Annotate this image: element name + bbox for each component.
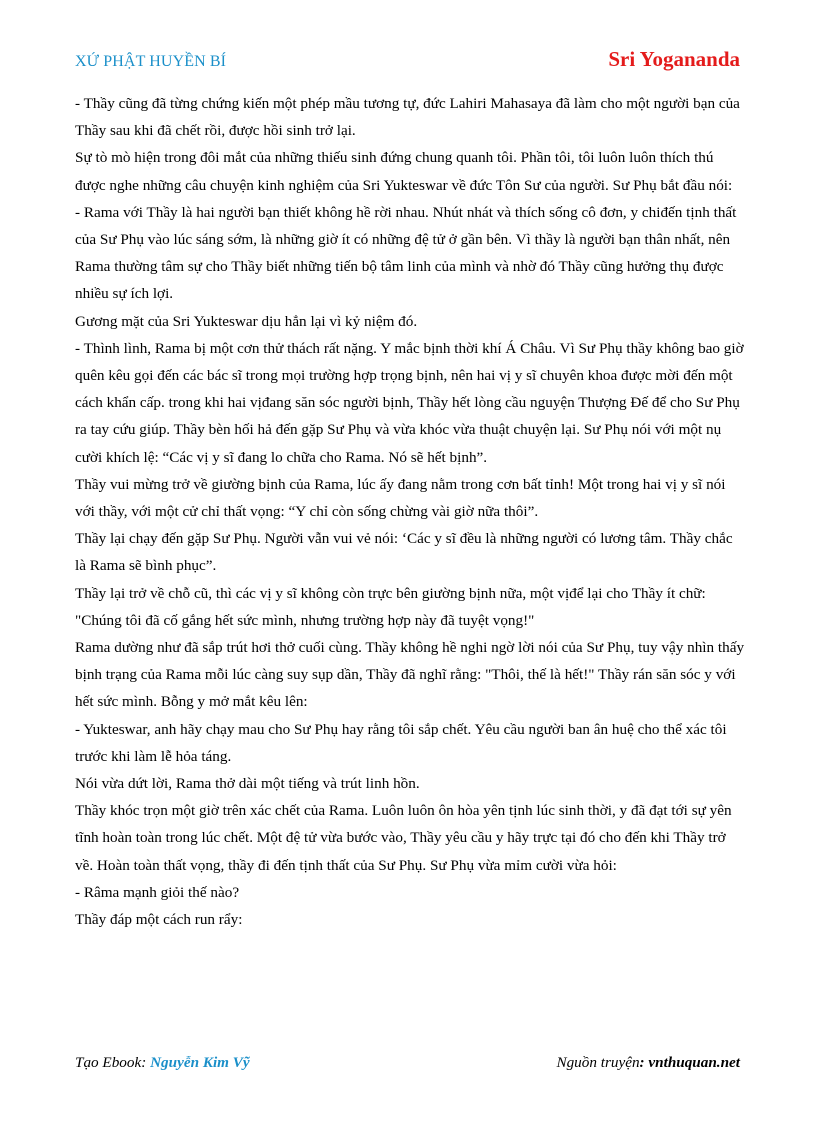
page-body [75,90,747,933]
paragraph: Thầy lại chạy đến gặp Sư Phụ. Người vẫn vui vẻ nói: ‘Các y sĩ đều là những người có lương tâm. Thầy chắc là Rama sẽ bình phục”. [75,530,733,575]
source-site: vnthuquan.net [648,1054,740,1071]
paragraph: - Thình lình, Rama bị một cơn thử thách rất nặng. Y mắc bịnh thời khí Á Châu. Vì Sư Phụ thầy không bao giờ quên kêu gọi đến các bác sĩ trong mọi trường hợp trọng bịnh, nên hai vị y sĩ chuyên khoa được mời đến một cách khẩn cấp. trong khi hai vịđang săn sóc người bịnh, Thầy hết lòng cầu nguyện Thượng Đế để cho Sư Phụ ra tay cứu giúp. Thầy bèn hối hả đến gặp Sư Phụ và vừa khóc vừa thuật chuyện lại. Sư Phụ nói với một nụ cười khích lệ: “Các vị y sĩ đang lo chữa cho Rama. Nó sẽ hết bịnh”. [75,339,744,466]
ebook-credit [75,1054,250,1072]
paragraph: - Râma mạnh giỏi thế nào? [75,883,240,901]
paragraph: Gương mặt của Sri Yukteswar dịu hẳn lại vì kỷ niệm đó. [75,312,418,330]
paragraph: Thầy khóc trọn một giờ trên xác chết của Rama. Luôn luôn ôn hòa yên tịnh lúc sinh thời, y đã đạt tới sự yên tĩnh hoàn toàn trong lúc chết. Một đệ tử vừa bước vào, Thầy yêu cầu y hãy trực tại đó cho đến khi Thầy trở về. Hoàn toàn thất vọng, thầy đi đến tịnh thất của Sư Phụ. Sư Phụ vừa mỉm cười vừa hỏi: [75,802,732,874]
ebook-separator: : [141,1054,151,1071]
paragraph: - Yukteswar, anh hãy chạy mau cho Sư Phụ hay rằng tôi sắp chết. Yêu cầu người ban ân huệ cho thể xác tôi trước khi làm lễ hỏa táng. [75,720,727,765]
paragraph: - Thầy cũng đã từng chứng kiến một phép mầu tương tự, đức Lahiri Mahasaya đã làm cho một người bạn của Thầy sau khi đã chết rồi, được hồi sinh trở lại. [75,95,740,140]
paragraph: Nói vừa dứt lời, Rama thở dài một tiếng và trút linh hồn. [75,775,420,793]
paragraph: - Rama với Thầy là hai người bạn thiết không hề rời nhau. Nhút nhát và thích sống cô đơn, y chiđến tịnh thất của Sư Phụ vào lúc sáng sớm, là những giờ ít có những đệ tử ở gần bên. Vì thầy là người bạn thân nhất, nên Rama thường tâm sự cho Thầy biết những tiến bộ tâm linh của mình và nhờ đó Thầy cũng hưởng thụ được nhiều sự ích lợi. [75,203,737,303]
book-title: XỨ PHẬT HUYỀN BÍ [75,53,227,70]
author-name: Sri Yogananda [608,47,740,71]
ebook-creator: Nguyễn Kim Vỹ [150,1054,250,1071]
page-header [75,47,740,77]
paragraph: Thầy đáp một cách run rẩy: [75,911,243,929]
source-separator: : [639,1054,649,1071]
source-label: Nguồn truyện [556,1054,640,1071]
paragraph: Thầy vui mừng trở về giường bịnh của Rama, lúc ấy đang nằm trong cơn bất tỉnh! Một trong hai vị y sĩ nói với thầy, với một cử chỉ thất vọng: “Y chỉ còn sống chừng vài giờ nữa thôi”. [75,475,726,521]
page-footer [75,1054,740,1076]
paragraph: Sự tò mò hiện trong đôi mắt của những thiếu sinh đứng chung quanh tôi. Phần tôi, tôi luôn luôn thích thú được nghe những câu chuyện kinh nghiệm của Sri Yukteswar về đức Tôn Sư của người. Sư Phụ bắt đầu nói: [75,149,733,194]
ebook-label: Tạo Ebook [75,1054,142,1071]
source-credit [556,1054,740,1072]
paragraph: Rama dường như đã sắp trút hơi thở cuối cùng. Thầy không hề nghi ngờ lời nói của Sư Phụ, tuy vậy nhìn thấy bịnh trạng của Rama mỗi lúc càng suy sụp dần, Thầy đã nghĩ rằng: "Thôi, thế là hết!" Thầy rán săn sóc y với hết sức mình. Bỗng y mở mắt kêu lên: [75,639,745,711]
paragraph: Thầy lại trở về chỗ cũ, thì các vị y sĩ không còn trực bên giường bịnh nữa, một vịđể lại cho Thầy ít chữ: "Chúng tôi đã cố gắng hết sức mình, nhưng trường hợp này đã tuyệt vọng!" [75,584,706,629]
